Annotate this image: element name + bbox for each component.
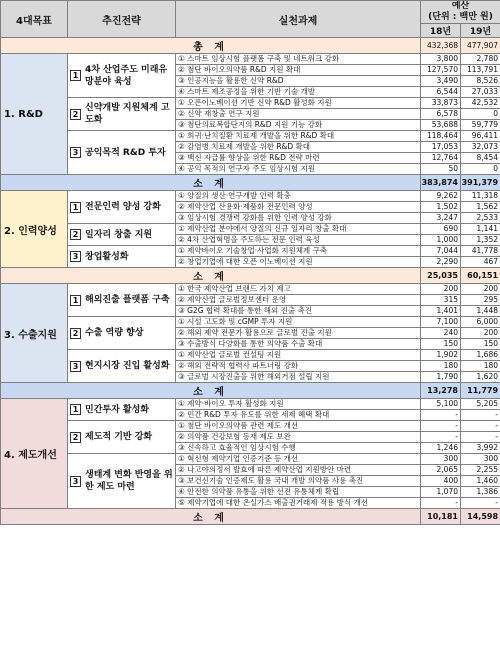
- subtotal-19: 60,151: [461, 268, 500, 284]
- task-budget-18: 127,570: [421, 65, 461, 76]
- task-budget-19: 2,255: [461, 465, 500, 476]
- task-row: [1, 454, 500, 465]
- task-row: [1, 246, 500, 257]
- task-budget-18: 180: [421, 361, 461, 372]
- strategy-number: 2: [70, 328, 81, 339]
- task-budget-18: -: [421, 432, 461, 443]
- task-text: ② 신약 재창출 연구 지원: [176, 109, 421, 120]
- task-budget-18: 690: [421, 224, 461, 235]
- task-budget-19: 300: [461, 454, 500, 465]
- task-text: ④ 안전한 의약품 유통을 위한 선진 유통체계 확립: [176, 487, 421, 498]
- task-text: ③ 수출방식 다양화를 통한 의약품 수출 확대: [176, 339, 421, 350]
- subtotal-row: [1, 268, 500, 284]
- grand-total-18: 432,368: [421, 38, 461, 54]
- task-text: ③ 글로벌 시장진출을 위한 해외거점 설립 지원: [176, 372, 421, 383]
- task-budget-19: -: [461, 432, 500, 443]
- subtotal-row: [1, 509, 500, 525]
- task-budget-18: 1,401: [421, 306, 461, 317]
- header-task: 실천과제: [176, 1, 421, 38]
- task-budget-18: 1,246: [421, 443, 461, 454]
- strategy-name: 4차 산업주도 미래유망분야 육성: [85, 64, 168, 87]
- subtotal-18: 10,181: [421, 509, 461, 525]
- task-budget-18: 7,044: [421, 246, 461, 257]
- task-budget-19: 96,411: [461, 131, 500, 142]
- strategy-number: 1: [70, 404, 81, 415]
- strategy-number: 3: [70, 147, 81, 158]
- task-text: ① 스마트 임상시험 플랫폼 구축 및 네트워크 강화: [176, 54, 421, 65]
- task-budget-19: 200: [461, 284, 500, 295]
- task-budget-18: 3,490: [421, 76, 461, 87]
- header-goal: 4대목표: [1, 1, 68, 38]
- subtotal-18: 25,035: [421, 268, 461, 284]
- strategy-number: 3: [70, 476, 81, 487]
- strategy-name: 일자리 창출 지원: [85, 229, 153, 240]
- task-text: ② 나고야의정서 발효에 따른 제약산업 지원방안 마련: [176, 465, 421, 476]
- task-budget-18: 7,100: [421, 317, 461, 328]
- subtotal-row: [1, 383, 500, 399]
- strategy-cell: [68, 317, 176, 350]
- task-budget-19: 1,448: [461, 306, 500, 317]
- strategy-number: 2: [70, 229, 81, 240]
- task-row: [1, 350, 500, 361]
- task-budget-18: 300: [421, 454, 461, 465]
- task-budget-18: 200: [421, 284, 461, 295]
- task-text: ② 제약산업 글로벌정보센터 운영: [176, 295, 421, 306]
- task-row: [1, 421, 500, 432]
- task-budget-18: 2,290: [421, 257, 461, 268]
- task-text: ③ 백신 자급률 향상을 위한 R&D 전략 마련: [176, 153, 421, 164]
- task-budget-19: 1,686: [461, 350, 500, 361]
- task-text: ① 양질의 생산·연구개발 인력 확충: [176, 191, 421, 202]
- task-budget-18: 50: [421, 164, 461, 175]
- task-text: ② 제약산업 산용화·제품화 전문인력 양성: [176, 202, 421, 213]
- task-text: ③ 신속하고 효율적인 임상시험 수행: [176, 443, 421, 454]
- task-budget-19: 150: [461, 339, 500, 350]
- task-text: ③ 임상시험 경쟁력 강화를 위한 인력 양성 강화: [176, 213, 421, 224]
- task-budget-19: 113,791: [461, 65, 500, 76]
- strategy-name: 창업활성화: [85, 251, 129, 262]
- task-budget-18: 3,800: [421, 54, 461, 65]
- strategy-number: 1: [70, 295, 81, 306]
- task-budget-19: 8,454: [461, 153, 500, 164]
- task-budget-18: 1,502: [421, 202, 461, 213]
- goal-name: 2. 인력양성: [1, 191, 68, 268]
- task-budget-19: 0: [461, 164, 500, 175]
- task-row: [1, 98, 500, 109]
- task-row: [1, 317, 500, 328]
- task-text: ② 4차 산업혁명을 주도하는 전문 인력 육성: [176, 235, 421, 246]
- task-budget-19: 27,033: [461, 87, 500, 98]
- strategy-number: 1: [70, 202, 81, 213]
- subtotal-label: 소 계: [1, 509, 421, 525]
- strategy-number: 3: [70, 251, 81, 262]
- task-budget-18: 33,873: [421, 98, 461, 109]
- task-budget-18: 17,053: [421, 142, 461, 153]
- subtotal-18: 13,278: [421, 383, 461, 399]
- task-text: ① 한국 제약산업 브랜드 가치 제고: [176, 284, 421, 295]
- task-text: ① 첨단 바이오의약품 관련 제도 개선: [176, 421, 421, 432]
- task-row: [1, 224, 500, 235]
- task-budget-19: 41,778: [461, 246, 500, 257]
- task-budget-18: 150: [421, 339, 461, 350]
- subtotal-label: 소 계: [1, 175, 421, 191]
- task-row: [1, 399, 500, 410]
- task-text: ② 첨단 바이오의약품 R&D 지원 확대: [176, 65, 421, 76]
- task-budget-18: 1,902: [421, 350, 461, 361]
- task-budget-19: 2,533: [461, 213, 500, 224]
- task-text: ② 해외 제약 전문가 활용으로 글로벌 진출 지원: [176, 328, 421, 339]
- header-budget-title: 예산: [451, 1, 470, 11]
- task-budget-19: 200: [461, 328, 500, 339]
- strategy-number: 1: [70, 70, 81, 81]
- header-strategy: 추진전략: [68, 1, 176, 38]
- task-budget-18: 1,000: [421, 235, 461, 246]
- task-text: ④ 공익 목적의 연구자 주도 임상시험 지원: [176, 164, 421, 175]
- task-budget-19: 2,780: [461, 54, 500, 65]
- task-budget-18: 6,544: [421, 87, 461, 98]
- task-budget-19: 42,532: [461, 98, 500, 109]
- strategy-name: 수출 역량 향상: [85, 328, 144, 338]
- header-budget: [421, 1, 500, 24]
- task-budget-19: 0: [461, 109, 500, 120]
- task-text: ③ 인공지능을 활용한 신약 R&D: [176, 76, 421, 87]
- subtotal-row: [1, 175, 500, 191]
- task-budget-18: 400: [421, 476, 461, 487]
- strategy-cell: [68, 191, 176, 224]
- strategy-number: 2: [70, 109, 81, 120]
- task-text: ① 희귀·난치질환 치료제 개발을 위한 R&D 확대: [176, 131, 421, 142]
- task-budget-19: 32,073: [461, 142, 500, 153]
- task-text: ② 창업기업에 대한 오픈 이노베이션 지원: [176, 257, 421, 268]
- strategy-cell: [68, 284, 176, 317]
- task-budget-18: 6,578: [421, 109, 461, 120]
- task-budget-19: 59,779: [461, 120, 500, 131]
- strategy-cell: [68, 131, 176, 175]
- task-text: ① 오픈이노베이션 기반 신약 R&D 활성화 지원: [176, 98, 421, 109]
- strategy-cell: [68, 98, 176, 131]
- task-text: ① 시설 고도화 및 cGMP 투자 지원: [176, 317, 421, 328]
- task-budget-18: 9,262: [421, 191, 461, 202]
- task-budget-19: 6,000: [461, 317, 500, 328]
- task-text: ② 민간 R&D 투자 유도를 위한 세제 혜택 확대: [176, 410, 421, 421]
- strategy-number: 3: [70, 361, 81, 372]
- strategy-cell: [68, 399, 176, 421]
- task-budget-18: 2,065: [421, 465, 461, 476]
- strategy-cell: [68, 246, 176, 268]
- header-year-18: 18년: [421, 24, 461, 38]
- strategy-name: 공익목적 R&D 투자: [85, 147, 166, 158]
- strategy-cell: [68, 350, 176, 383]
- task-budget-19: 8,526: [461, 76, 500, 87]
- task-budget-19: -: [461, 421, 500, 432]
- task-budget-18: 315: [421, 295, 461, 306]
- grand-total-19: 477,907: [461, 38, 500, 54]
- task-budget-18: 240: [421, 328, 461, 339]
- task-row: [1, 284, 500, 295]
- task-budget-19: -: [461, 498, 500, 509]
- subtotal-19: 11,779: [461, 383, 500, 399]
- task-budget-19: 1,352: [461, 235, 500, 246]
- goal-name: 4. 제도개선: [1, 399, 68, 509]
- task-budget-18: -: [421, 421, 461, 432]
- task-text: ① 혁신형 제약기업 인증기준 등 개선: [176, 454, 421, 465]
- task-budget-19: 1,460: [461, 476, 500, 487]
- subtotal-19: 14,598: [461, 509, 500, 525]
- task-budget-18: 3,247: [421, 213, 461, 224]
- task-budget-18: -: [421, 410, 461, 421]
- subtotal-19: 391,379: [461, 175, 500, 191]
- strategy-name: 민간투자 활성화: [85, 404, 149, 415]
- header-year-19: 19년: [461, 24, 500, 38]
- task-text: ③ 첨단의료복합단지의 R&D 지원 기능 강화: [176, 120, 421, 131]
- strategy-name: 현지시장 진입 활성화: [85, 361, 170, 371]
- task-text: ② 의약품 건강보험 등재 제도 보완: [176, 432, 421, 443]
- task-budget-19: 1,386: [461, 487, 500, 498]
- task-text: ① 제약바이오 기술창업·사업화 지원체계 구축: [176, 246, 421, 257]
- task-budget-19: 5,205: [461, 399, 500, 410]
- subtotal-18: 383,874: [421, 175, 461, 191]
- task-budget-19: 1,620: [461, 372, 500, 383]
- strategy-name: 생태계 변화 반영을 위한 제도 마련: [85, 470, 173, 492]
- task-budget-19: 11,318: [461, 191, 500, 202]
- task-budget-19: 467: [461, 257, 500, 268]
- task-budget-19: 180: [461, 361, 500, 372]
- task-budget-18: 118,464: [421, 131, 461, 142]
- strategy-number: 2: [70, 432, 81, 443]
- task-row: [1, 191, 500, 202]
- task-budget-18: 1,790: [421, 372, 461, 383]
- strategy-name: 전문인력 양성 강화: [85, 202, 161, 212]
- task-text: ④ 스마트 제조공정을 위한 기반 기술 개발: [176, 87, 421, 98]
- task-budget-19: 295: [461, 295, 500, 306]
- strategy-name: 제도적 기반 강화: [85, 432, 153, 442]
- strategy-cell: [68, 54, 176, 98]
- task-budget-19: 3,992: [461, 443, 500, 454]
- grand-total-label: 총 계: [1, 38, 421, 54]
- strategy-cell: [68, 454, 176, 509]
- goal-name: 3. 수출지원: [1, 284, 68, 383]
- task-budget-19: 1,562: [461, 202, 500, 213]
- task-text: ② 해외 전략적 협력사 파트너링 강화: [176, 361, 421, 372]
- task-budget-18: -: [421, 498, 461, 509]
- strategy-cell: [68, 224, 176, 246]
- task-budget-18: 12,764: [421, 153, 461, 164]
- subtotal-label: 소 계: [1, 383, 421, 399]
- task-budget-18: 5,100: [421, 399, 461, 410]
- strategy-name: 해외진출 플랫폼 구축: [85, 295, 170, 305]
- strategy-name: 신약개발 지원체계 고도화: [85, 103, 170, 125]
- goal-name: 1. R&D: [1, 54, 68, 175]
- task-text: ③ 보건신기술 인증제도 활용 국내 개발 의약품 사용 촉진: [176, 476, 421, 487]
- task-row: [1, 131, 500, 142]
- task-budget-19: 1,141: [461, 224, 500, 235]
- task-text: ① 제약산업 글로벌 컨설팅 지원: [176, 350, 421, 361]
- strategy-cell: [68, 421, 176, 454]
- task-text: ① 제약·바이오 투자 활성화 지원: [176, 399, 421, 410]
- task-text: ⑤ 제약기업에 대한 온실가스 배출권거래제 적용 방식 개선: [176, 498, 421, 509]
- task-text: ① 제약산업 분야에서 양질의 신규 일자리 창출 확대: [176, 224, 421, 235]
- task-row: [1, 54, 500, 65]
- task-budget-19: -: [461, 410, 500, 421]
- task-budget-18: 1,070: [421, 487, 461, 498]
- header-budget-unit: (단위 : 백만 원): [428, 12, 493, 22]
- task-text: ③ G2G 협력 확대를 통한 해외 진출 촉진: [176, 306, 421, 317]
- task-budget-18: 53,688: [421, 120, 461, 131]
- subtotal-label: 소 계: [1, 268, 421, 284]
- task-text: ② 감염병 치료제 개발을 위한 R&D 확대: [176, 142, 421, 153]
